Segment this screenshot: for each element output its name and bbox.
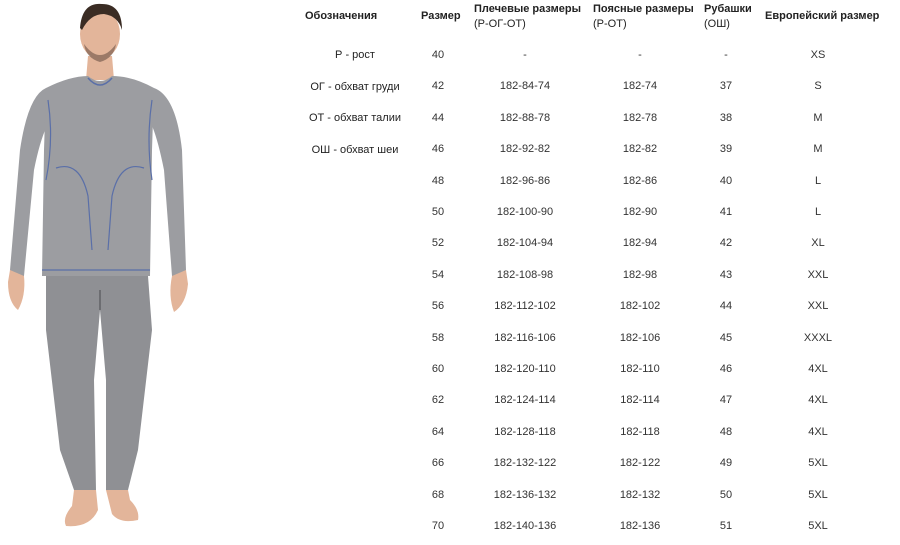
cell-shirt: 49 [719,457,733,469]
cell-waist: 182-82 [622,143,658,155]
header-designation: Обозначения [305,10,378,22]
cell-european: XXXL [803,332,833,344]
cell-shoulder: 182-120-110 [494,363,556,375]
cell-waist: 182-78 [622,112,658,124]
header-shoulder-sizes [474,2,581,32]
cell-shoulder: 182-112-102 [494,300,556,312]
header-shirts-line2: (ОШ) [704,18,730,30]
cell-shoulder: 182-84-74 [499,80,551,92]
cell-waist: 182-94 [622,237,658,249]
cell-waist: 182-90 [622,206,658,218]
cell-shirt: 45 [719,332,733,344]
cell-shirt: 46 [719,363,733,375]
cell-shirt: 51 [719,520,733,532]
cell-european: 5XL [808,520,828,532]
cell-shoulder: 182-88-78 [499,112,551,124]
cell-size: 40 [431,49,445,61]
cell-european: M [813,112,823,124]
cell-waist: 182-118 [620,426,660,438]
cell-shoulder: 182-132-122 [493,457,557,469]
cell-european: M [813,143,823,155]
cell-shoulder: 182-92-82 [499,143,551,155]
cell-european: 5XL [808,457,828,469]
cell-size: 56 [431,300,445,312]
cell-european: XXL [807,269,829,281]
cell-shirt: 44 [719,300,733,312]
cell-waist: 182-102 [619,300,661,312]
header-shoulder-line2: (Р-ОГ-ОТ) [474,18,526,30]
cell-shoulder: 182-136-132 [493,489,557,501]
cell-size: 60 [431,363,445,375]
cell-european: 4XL [808,426,828,438]
cell-shoulder: - [523,49,527,61]
header-shirts [704,2,752,32]
cell-european: L [814,175,822,187]
cell-shoulder: 182-116-106 [494,332,556,344]
cell-shoulder: 182-128-118 [494,426,556,438]
cell-waist: 182-74 [622,80,658,92]
header-european-size: Европейский размер [765,10,880,22]
cell-shoulder: 182-104-94 [496,237,554,249]
legend-chest: ОГ - обхват груди [310,81,400,93]
header-shirts-line1: Рубашки [704,3,752,15]
cell-shoulder: 182-140-136 [493,520,557,532]
cell-shirt: 38 [719,112,733,124]
cell-size: 50 [431,206,445,218]
cell-size: 52 [431,237,445,249]
cell-european: S [814,80,822,92]
cell-european: XL [811,237,825,249]
cell-european: 4XL [808,394,828,406]
cell-size: 48 [431,175,445,187]
cell-size: 42 [431,80,445,92]
cell-shirt: 40 [719,175,733,187]
legend-waist: ОТ - обхват талии [308,112,402,124]
cell-shoulder: 182-108-98 [496,269,554,281]
cell-size: 54 [431,269,445,281]
cell-shirt: 41 [719,206,733,218]
cell-waist: 182-106 [619,332,661,344]
cell-size: 66 [431,457,445,469]
legend-height: Р - рост [335,49,375,61]
cell-waist: 182-98 [622,269,658,281]
header-waist-line1: Поясные размеры [593,3,694,15]
cell-size: 70 [431,520,445,532]
cell-shirt: 43 [719,269,733,281]
cell-size: 64 [431,426,445,438]
cell-size: 44 [431,112,445,124]
cell-size: 46 [431,143,445,155]
cell-shoulder: 182-124-114 [494,394,556,406]
cell-size: 68 [431,489,445,501]
cell-european: XS [810,49,826,61]
cell-shirt: 47 [719,394,733,406]
cell-waist: 182-114 [620,394,660,406]
header-waist-sizes [593,2,694,32]
header-size: Размер [421,10,461,22]
cell-waist: 182-136 [619,520,661,532]
header-shoulder-line1: Плечевые размеры [474,3,581,15]
cell-shirt: - [724,49,728,61]
header-waist-line2: (Р-ОТ) [593,18,627,30]
cell-waist: 182-132 [619,489,661,501]
cell-european: 5XL [808,489,828,501]
cell-european: 4XL [808,363,828,375]
cell-shirt: 48 [719,426,733,438]
cell-european: L [814,206,822,218]
cell-european: XXL [807,300,829,312]
legend-neck: ОШ - обхват шеи [311,144,399,156]
cell-waist: 182-122 [619,457,661,469]
cell-waist: - [638,49,642,61]
cell-waist: 182-110 [620,363,660,375]
cell-shoulder: 182-96-86 [499,175,551,187]
cell-shirt: 42 [719,237,733,249]
cell-shoulder: 182-100-90 [496,206,554,218]
cell-size: 62 [431,394,445,406]
cell-shirt: 50 [719,489,733,501]
cell-shirt: 39 [719,143,733,155]
cell-shirt: 37 [719,80,733,92]
cell-size: 58 [431,332,445,344]
cell-waist: 182-86 [622,175,658,187]
